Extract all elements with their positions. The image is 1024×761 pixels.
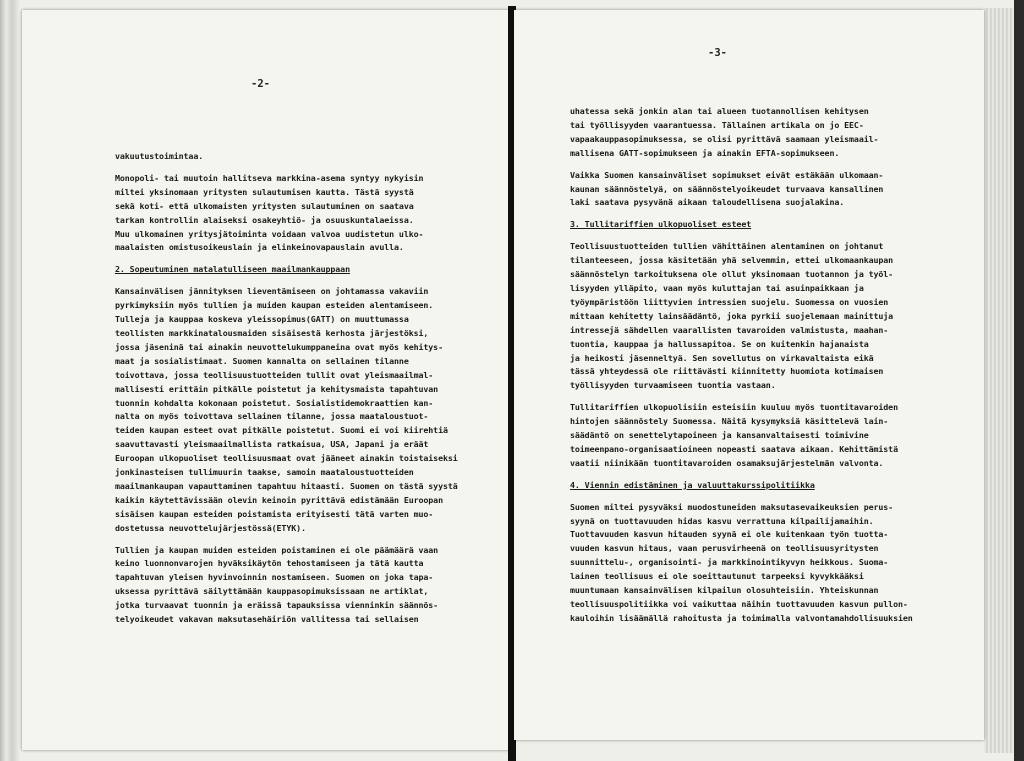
text-line: säännöstelyn tarkoituksena ole ollut yksinomaan tuotannon ja työl- bbox=[570, 269, 894, 280]
text-line: uksessa pyrittävä säilyttämään kauppasopimuksissaan ne artiklat, bbox=[115, 586, 429, 597]
text-line: kaunan säännöstelyä, on säännöstelyoikeudet turvaava kansallinen bbox=[570, 183, 884, 194]
text-line: jossa jäseninä tai ainakin neuvottelukumppaneina ovat myös kehitys- bbox=[115, 341, 443, 352]
text-line: Vaikka Suomen kansainväliset sopimukset eivät estäkään ulkomaan- bbox=[570, 169, 884, 180]
paragraph bbox=[115, 150, 495, 164]
paragraph-gap bbox=[570, 393, 970, 401]
text-line: kaikin käytettävissään olevin keinoin pyrittävä edistämään Euroopan bbox=[115, 494, 443, 505]
text-line: mallisena GATT-sopimukseen ja ainakin EFTA-sopimukseen. bbox=[570, 147, 840, 158]
text-line: jonkinasteisen tullimuurin taakse, samoin maataloustuotteiden bbox=[115, 467, 414, 478]
text-line: Muu ulkomainen yritysjätoiminta voidaan valvoa uudistetun ulko- bbox=[115, 228, 424, 239]
text-line: tuontia, kauppaa ja hallussapitoa. Se on kuitenkin hajanaista bbox=[570, 338, 869, 349]
text-line: 3. Tullitariffien ulkopuoliset esteet bbox=[570, 219, 752, 230]
right-page-text bbox=[570, 105, 970, 626]
text-line: tapahtuvan yleisen hyvinvoinnin nostamiseen. Suomen on joka tapa- bbox=[115, 572, 434, 583]
text-line: suunnittelu-, organisointi- ja markkinointikyvyn heikkous. Suoma- bbox=[570, 557, 889, 568]
text-line: Monopoli- tai muutoin hallitseva markkina-asema syntyy nykyisin bbox=[115, 172, 424, 183]
text-line: miltei yksinomaan yritysten sulautumisen kautta. Tästä syystä bbox=[115, 186, 414, 197]
text-line: Kansainvälisen jännityksen lieventämiseen on johtamassa vakaviin bbox=[115, 286, 429, 297]
paragraph-gap bbox=[115, 536, 495, 544]
text-line: toivottava, jossa teollisuustuotteiden tullit ovat yleismaailmal- bbox=[115, 369, 434, 380]
text-line: muuntumaan kansainvälisen kilpailun olosuhteisiin. Yhteiskunnan bbox=[570, 585, 879, 596]
text-line: maat ja sosialistimaat. Suomen kannalta on sellainen tilanne bbox=[115, 355, 409, 366]
paragraph-gap bbox=[570, 471, 970, 479]
paragraph bbox=[570, 105, 970, 161]
text-line: toimeenpano-organisaatioineen nopeasti saatava aikaan. Kehittämistä bbox=[570, 443, 898, 454]
text-line: Teollisuustuotteiden tullien vähittäinen alentaminen on johtanut bbox=[570, 241, 884, 252]
text-line: tässä yhteydessä ole riittävästi kiinnitetty huomiota kotimaisen bbox=[570, 366, 884, 377]
text-line: dostetussa neuvottelujärjestössä(ETYK). bbox=[115, 522, 306, 533]
text-line: syynä on tuottavuuden hidas kasvu verrattuna kilpailijamaihin. bbox=[570, 515, 874, 526]
text-line: keino luonnonvarojen hyväksikäytön tehostamiseen ja tätä kautta bbox=[115, 558, 424, 569]
text-line: teollisten markkinatalousmaiden sisäisestä kerhosta järjestöksi, bbox=[115, 327, 429, 338]
text-line: mallisesti erittäin pitkälle poistetut ja kehitysmaista tapahtuvan bbox=[115, 383, 439, 394]
paragraph-gap bbox=[115, 277, 495, 285]
text-line: mittaan kehitetty lainsäädäntö, joka pyrkii suojelemaan mainittuja bbox=[570, 310, 894, 321]
paragraph-gap bbox=[570, 210, 970, 218]
text-line: maailmankaupan vapauttaminen tapahtuu hitaasti. Suomen on tästä syystä bbox=[115, 480, 458, 491]
text-line: nalta on myös toivottava sellainen tilanne, jossa maataloustuot- bbox=[115, 411, 429, 422]
text-line: Suomen miltei pysyväksi muodostuneiden maksutasevaikeuksien perus- bbox=[570, 501, 894, 512]
text-line: pyrkimyksiin myös tullien ja muiden kaupan esteiden alentamiseen. bbox=[115, 300, 434, 311]
text-line: kauloihin lisäämällä rahoitusta ja toimimalla valvontamahdollisuuksien bbox=[570, 612, 913, 623]
paragraph bbox=[115, 544, 495, 627]
text-line: sekä koti- että ulkomaisten yritysten sulautuminen on saatava bbox=[115, 200, 414, 211]
right-page-number: -3- bbox=[708, 47, 727, 59]
text-line: vaatii niinikään tuontitavaroiden osamaksujärjestelmän valvonta. bbox=[570, 457, 884, 468]
text-line: työympäristöön liittyvien intressien suojelu. Suomessa on vuosien bbox=[570, 296, 889, 307]
text-line: tuonnin kohdalta kokonaan poistetut. Sosialistidemokraattien kan- bbox=[115, 397, 434, 408]
text-line: säädäntö on senettelytapoineen ja kansanvaltaisesti toimivine bbox=[570, 430, 869, 441]
text-line: telyoikeudet vakavan maksutasehäiriön vallitessa tai sellaisen bbox=[115, 614, 419, 625]
paragraph bbox=[570, 501, 970, 626]
paragraph-gap bbox=[570, 161, 970, 169]
text-line: tilanteeseen, jossa käsitetään yhä selvemmin, ettei ulkomaankaupan bbox=[570, 255, 894, 266]
paragraph bbox=[570, 401, 970, 471]
text-line: vuuden kasvun hitaus, vaan perusvirheenä on teollisuusyritysten bbox=[570, 543, 879, 554]
section-heading bbox=[570, 479, 970, 493]
text-line: lainen teollisuus ei ole soeittautunut tarpeeksi kyvykkääksi bbox=[570, 571, 864, 582]
right-page bbox=[514, 10, 984, 740]
text-line: hintojen säännöstely Suomessa. Näitä kysymyksiä käsittelevä lain- bbox=[570, 416, 889, 427]
text-line: teiden kaupan esteet ovat pitkälle poistetut. Suomi ei voi kiirehtiä bbox=[115, 425, 448, 436]
binding-edge bbox=[1014, 0, 1024, 761]
text-line: maalaisten omistusoikeuslain ja elinkeinovapauslain avulla. bbox=[115, 242, 404, 253]
text-line: Tullitariffien ulkopuolisiin esteisiin kuuluu myös tuontitavaroiden bbox=[570, 402, 898, 413]
text-line: jotka turvaavat tuonnin ja eräissä tapauksissa vienninkin säännös- bbox=[115, 600, 439, 611]
text-line: lisyyden ylläpito, vaan myös kuluttajan tai asuinpaikkaan ja bbox=[570, 282, 864, 293]
text-line: teollisuuspolitiikka voi vaikuttaa näihin tuottavuuden kasvun pullon- bbox=[570, 599, 908, 609]
text-line: ja heikosti jäsenneltyä. Sen sovellutus on virkavaltaista eikä bbox=[570, 352, 874, 363]
paragraph-gap bbox=[115, 255, 495, 263]
paragraph bbox=[570, 169, 970, 211]
text-line: Tullien ja kaupan muiden esteiden poistaminen ei ole päämäärä vaan bbox=[115, 544, 439, 555]
text-line: 4. Viennin edistäminen ja valuuttakurssipolitiikka bbox=[570, 479, 815, 490]
section-heading bbox=[570, 218, 970, 232]
section-heading bbox=[115, 263, 495, 277]
text-line: Tuottavuuden kasvun hitauden syynä ei ole kuitenkaan työn tuotta- bbox=[570, 529, 889, 540]
text-line: intressejä sähdellen vaarallisten tavaroiden valmistusta, maahan- bbox=[570, 324, 889, 335]
paragraph-gap bbox=[115, 164, 495, 172]
text-line: sisäisen kaupan esteiden poistamista erityisesti tätä varten muo- bbox=[115, 508, 434, 519]
text-line: uhatessa sekä jonkin alan tai alueen tuotannollisen kehitysen bbox=[570, 106, 869, 116]
text-line: vakuutustoimintaa. bbox=[115, 151, 204, 161]
text-line: vapaakauppasopimuksessa, se olisi pyrittävä saamaan yleismaail- bbox=[570, 133, 879, 144]
text-line: Tulleja ja kauppaa koskeva yleissopimus(GATT) on muuttumassa bbox=[115, 314, 409, 325]
left-page bbox=[22, 10, 510, 750]
paragraph bbox=[115, 172, 495, 255]
left-page-text bbox=[115, 150, 495, 627]
text-line: tai työllisyyden vaarantuessa. Tällainen artikala on jo EEC- bbox=[570, 119, 864, 130]
paragraph-gap bbox=[570, 232, 970, 240]
text-line: Euroopan ulkopuoliset teollisuusmaat ovat jääneet ainakin toistaiseksi bbox=[115, 453, 458, 464]
text-line: tarkan kontrollin alaiseksi osakeyhtiö- ja osuuskuntalaeissa. bbox=[115, 214, 414, 225]
text-line: työllisyyden turvaamiseen tuontia vastaan. bbox=[570, 380, 776, 391]
text-line: laki saatava pysyvänä aikaan taloudellisena suojalakina. bbox=[570, 197, 845, 208]
paragraph bbox=[115, 285, 495, 535]
text-line: saavuttavasti yleismaailmallista ratkaisua, USA, Japani ja eräät bbox=[115, 439, 429, 450]
left-page-number: -2- bbox=[251, 78, 270, 90]
text-line: 2. Sopeutuminen matalatulliseen maailmankauppaan bbox=[115, 264, 350, 275]
paragraph-gap bbox=[570, 493, 970, 501]
paragraph bbox=[570, 240, 970, 393]
